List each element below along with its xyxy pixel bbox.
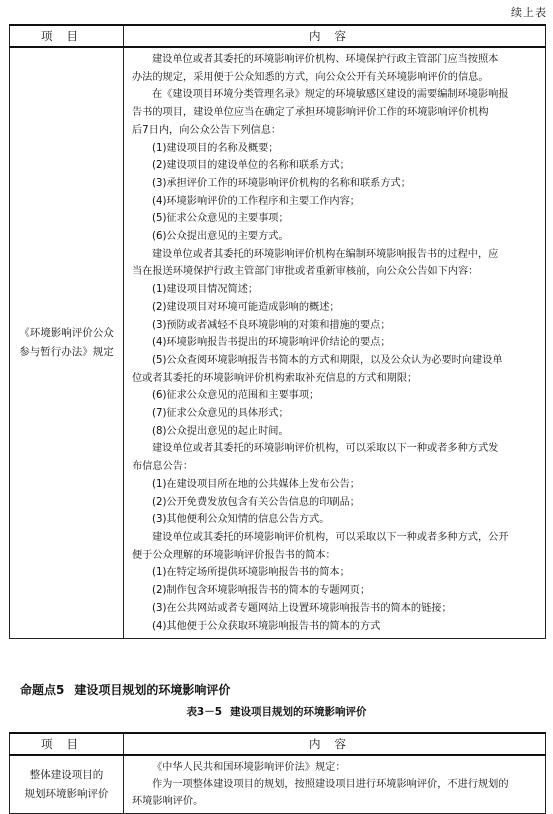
header-item: 项目 (10, 733, 124, 755)
content-line: 在《建设项目环境分类管理名录》规定的环境敏感区建设的需要编制环境影响报 (152, 89, 509, 101)
row-item-line: 《环境影响评价公众 (19, 327, 114, 340)
table-title: 建设项目规划的环境影响评价 (230, 706, 367, 718)
row-item-line: 规划环境影响评价 (24, 787, 109, 800)
content-line: 位或者其委托的环境影响评价机构索取补充信息的方式和期限； (132, 372, 418, 384)
section-title: 建设项目规划的环境影响评价 (74, 683, 231, 697)
content-line: (1)建设项目情况简述； (152, 284, 259, 296)
content-line: (6)公众提出意见的主要方式。 (152, 231, 289, 243)
content-line: (7)征求公众意见的具体形式； (152, 408, 289, 420)
content-line: 便于公众理解的环境影响评价报告书的简本： (132, 549, 336, 561)
content-line: 建设单位或其委托的环境影响评价机构，可以采取以下一种或者多种方式，公开 (152, 531, 509, 543)
content-line: (4)其他便于公众获取环境影响报告书的简本的方式 (152, 620, 381, 632)
planning-table (9, 732, 546, 814)
content-line: 建设单位或者其委托的环境影响评价机构，可以采取以下一种或者多种方式发 (152, 443, 499, 455)
content-line: (3)在公共网站或者专题网站上设置环境影响报告书的简本的链接； (152, 602, 452, 614)
content-line: (4)环境影响报告书提出的环境影响评价结论的要点； (152, 337, 391, 349)
content-line: 环境影响评价。 (132, 796, 204, 807)
content-line: (3)其他便利公众知情的信息公告方式。 (152, 514, 330, 526)
regulation-table (9, 24, 546, 639)
row-content-cell (124, 47, 546, 639)
content-line: (2)建设项目对环境可能造成影响的概述； (152, 301, 340, 313)
section-heading (20, 681, 230, 698)
header-item: 项目 (10, 25, 124, 47)
content-line: (5)公众查阅环境影响报告书简本的方式和期限，以及公众认为必要时向建设单 (152, 354, 503, 366)
table-row (10, 755, 546, 814)
content-line: (3)预防或者减轻不良环境影响的对策和措施的要点； (152, 319, 391, 331)
row-item-line: 整体建设项目的 (29, 768, 104, 781)
content-line: (3)承担评价工作的环境影响评价机构的名称和联系方式； (152, 177, 411, 189)
header-content: 内容 (124, 25, 546, 47)
content-line: (4)环境影响评价的工作程序和主要工作内容； (152, 195, 360, 207)
content-line: 作为一项整体建设项目的规划，按照建设项目进行环境影响评价，不进行规划的 (152, 779, 509, 790)
content-line: (1)建设项目的名称及概要； (152, 142, 279, 154)
content-line: (2)制作包含环境影响报告书的简本的专题网页； (152, 585, 371, 597)
row-content-cell (124, 755, 546, 814)
header-content: 内容 (124, 733, 546, 755)
content-line: 《中华人民共和国环境影响评价法》规定： (152, 762, 346, 773)
table-header-row (10, 25, 546, 47)
row-item-cell (10, 755, 124, 814)
row-item-cell (10, 47, 124, 639)
table-row (10, 47, 546, 639)
content-line: (8)公众提出意见的起止时间。 (152, 425, 289, 437)
table-caption (0, 704, 553, 719)
content-line: 建设单位或者其委托的环境影响评价机构在编制环境影响报告书的过程中，应 (152, 248, 499, 260)
content-line: (5)征求公众意见的主要事项； (152, 213, 289, 225)
table-header-row (10, 733, 546, 755)
table-number: 表3－5 (186, 706, 223, 718)
content-line: 后7日内，向公众公告下列信息： (132, 124, 282, 136)
section-label: 命题点5 (20, 683, 65, 697)
content-line: 建设单位或者其委托的环境影响评价机构、环境保护行政主管部门应当按照本 (152, 54, 499, 65)
content-line: 告书的项目，建设单位应当在确定了承担环境影响评价工作的环境影响评价机构 (132, 107, 489, 119)
content-line: 布信息公告： (132, 461, 194, 473)
content-line: (1)在建设项目所在地的公共媒体上发布公告； (152, 478, 360, 490)
content-line: (2)公开免费发放包含有关公告信息的印刷品； (152, 496, 360, 508)
content-line: (6)征求公众意见的范围和主要事项； (152, 390, 320, 402)
row-item-line: 参与暂行办法》规定 (19, 346, 114, 359)
continued-label: 续上表 (511, 6, 547, 19)
content-line: (1)在特定场所提供环境影响报告书的简本； (152, 567, 350, 579)
content-line: 当在报送环境保护行政主管部门审批或者重新审核前，向公众公告如下内容： (132, 266, 479, 278)
content-line: (2)建设项目的建设单位的名称和联系方式； (152, 160, 350, 172)
content-line: 办法的规定，采用便于公众知悉的方式，向公众公开有关环境影响评价的信息。 (132, 71, 489, 83)
